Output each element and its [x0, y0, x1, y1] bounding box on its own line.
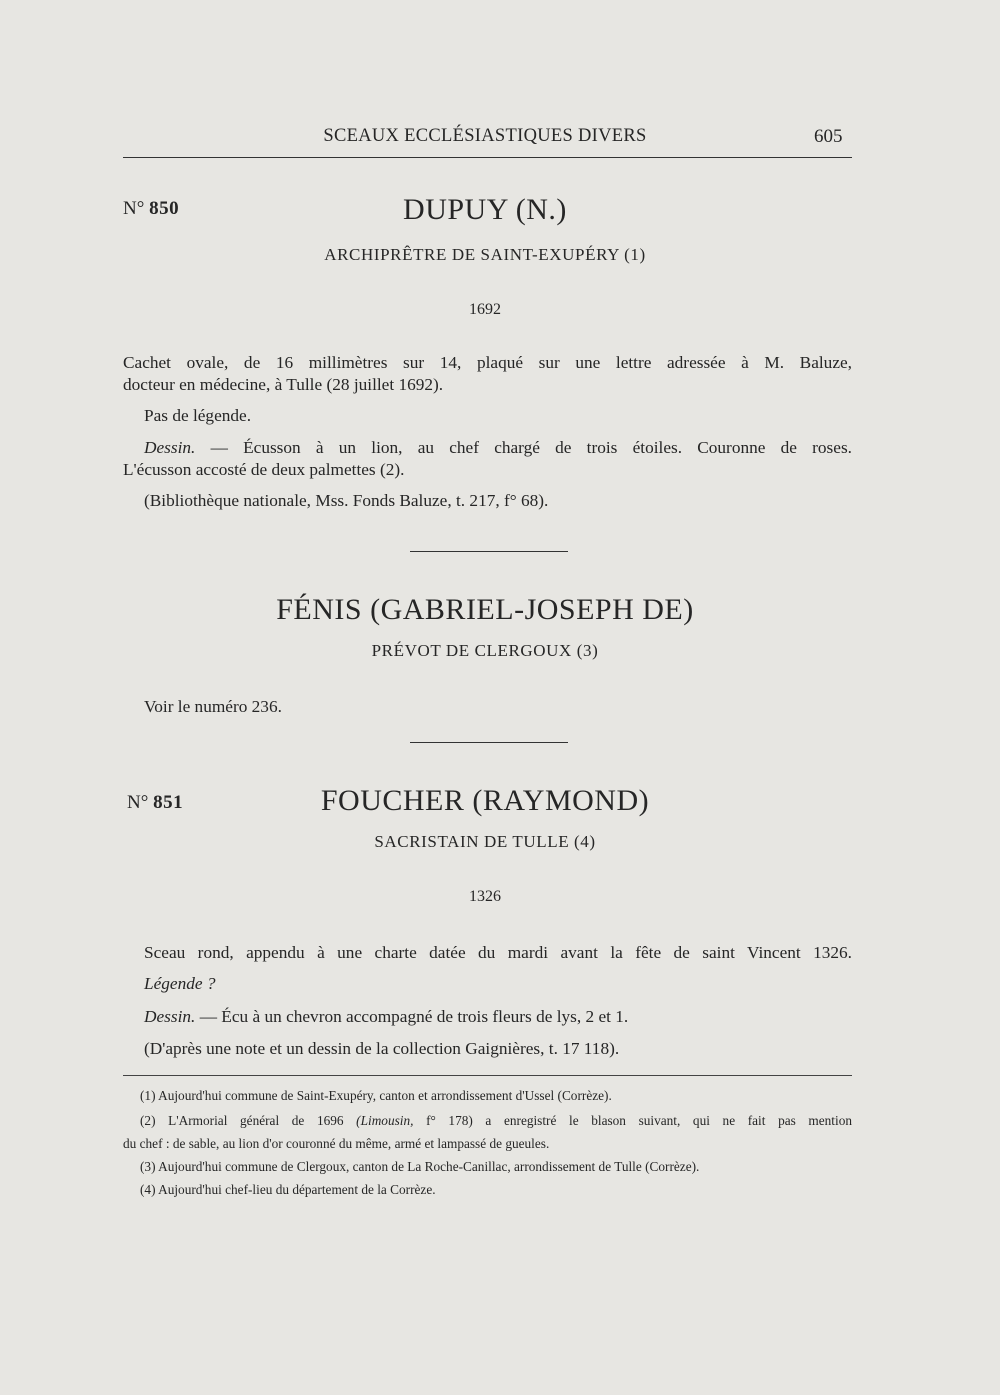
entry-number-prefix: N° — [127, 792, 149, 813]
entry-number-value: 850 — [149, 198, 180, 219]
footnote-2-text: f° 178) a enregistré le blason suivant, qui ne fait pas mention — [413, 1113, 852, 1128]
header-rule — [123, 157, 852, 158]
drawing-description — [144, 437, 852, 459]
footnote-2-italic: (Limousin, — [356, 1113, 414, 1128]
footnote-rule — [123, 1075, 852, 1076]
drawing-description — [144, 1006, 628, 1028]
source-citation: (Bibliothèque nationale, Mss. Fonds Baluze, t. 217, f° 68). — [144, 491, 549, 510]
description-line: docteur en médecine, à Tulle (28 juillet 1692). — [123, 375, 444, 394]
cross-reference: Voir le numéro 236. — [144, 697, 282, 716]
description-line: Cachet ovale, de 16 millimètres sur 14, plaqué sur une lettre adressée à M. Baluze, — [123, 353, 852, 372]
section-separator — [410, 551, 568, 552]
drawing-text: — Écu à un chevron accompagné de trois fleurs de lys, 2 et 1. — [195, 1007, 629, 1026]
footnote-2-cont: du chef : de sable, au lion d'or couronné du même, armé et lampassé de gueules. — [123, 1136, 550, 1151]
entry-subtitle-foucher: SACRISTAIN DE TULLE (4) — [374, 832, 596, 851]
entry-subtitle-dupuy: ARCHIPRÊTRE DE SAINT-EXUPÉRY (1) — [324, 245, 646, 264]
drawing-description-cont: L'écusson accosté de deux palmettes (2). — [123, 460, 405, 479]
page-number: 605 — [814, 126, 843, 147]
footnote-2-text: (2) L'Armorial général de 1696 — [140, 1113, 357, 1128]
entry-date-1326: 1326 — [469, 888, 501, 905]
description-line: Sceau rond, appendu à une charte datée du mardi avant la fête de saint Vincent 1326. — [144, 943, 852, 962]
entry-title-dupuy: DUPUY (N.) — [403, 193, 567, 226]
legend-note: Pas de légende. — [144, 406, 252, 425]
drawing-text: — Écusson à un lion, au chef chargé de trois étoiles. Couronne de roses. — [195, 438, 852, 457]
entry-title-foucher: FOUCHER (RAYMOND) — [320, 784, 650, 817]
drawing-label: Dessin. — [144, 438, 196, 457]
entry-date-1692: 1692 — [469, 301, 501, 318]
footnote-1: (1) Aujourd'hui commune de Saint-Exupéry, canton et arrondissement d'Ussel (Corrèze). — [140, 1088, 612, 1103]
running-title: SCEAUX ECCLÉSIASTIQUES DIVERS — [323, 126, 647, 146]
entry-title-fenis: FÉNIS (GABRIEL-JOSEPH DE) — [276, 593, 694, 626]
section-separator — [410, 742, 568, 743]
entry-number-value: 851 — [153, 792, 184, 813]
footnote-3: (3) Aujourd'hui commune de Clergoux, canton de La Roche-Canillac, arrondissement de Tulle (Corrèze). — [140, 1159, 700, 1174]
entry-subtitle-fenis: PRÉVOT DE CLERGOUX (3) — [371, 641, 599, 660]
drawing-label: Dessin. — [144, 1007, 196, 1026]
footnote-4: (4) Aujourd'hui chef-lieu du département de la Corrèze. — [140, 1182, 436, 1197]
footnote-2 — [140, 1113, 852, 1129]
source-citation: (D'après une note et un dessin de la collection Gaignières, t. 17 118). — [144, 1039, 620, 1058]
entry-number-prefix: N° — [123, 198, 145, 219]
legend-note: Légende ? — [144, 974, 216, 993]
